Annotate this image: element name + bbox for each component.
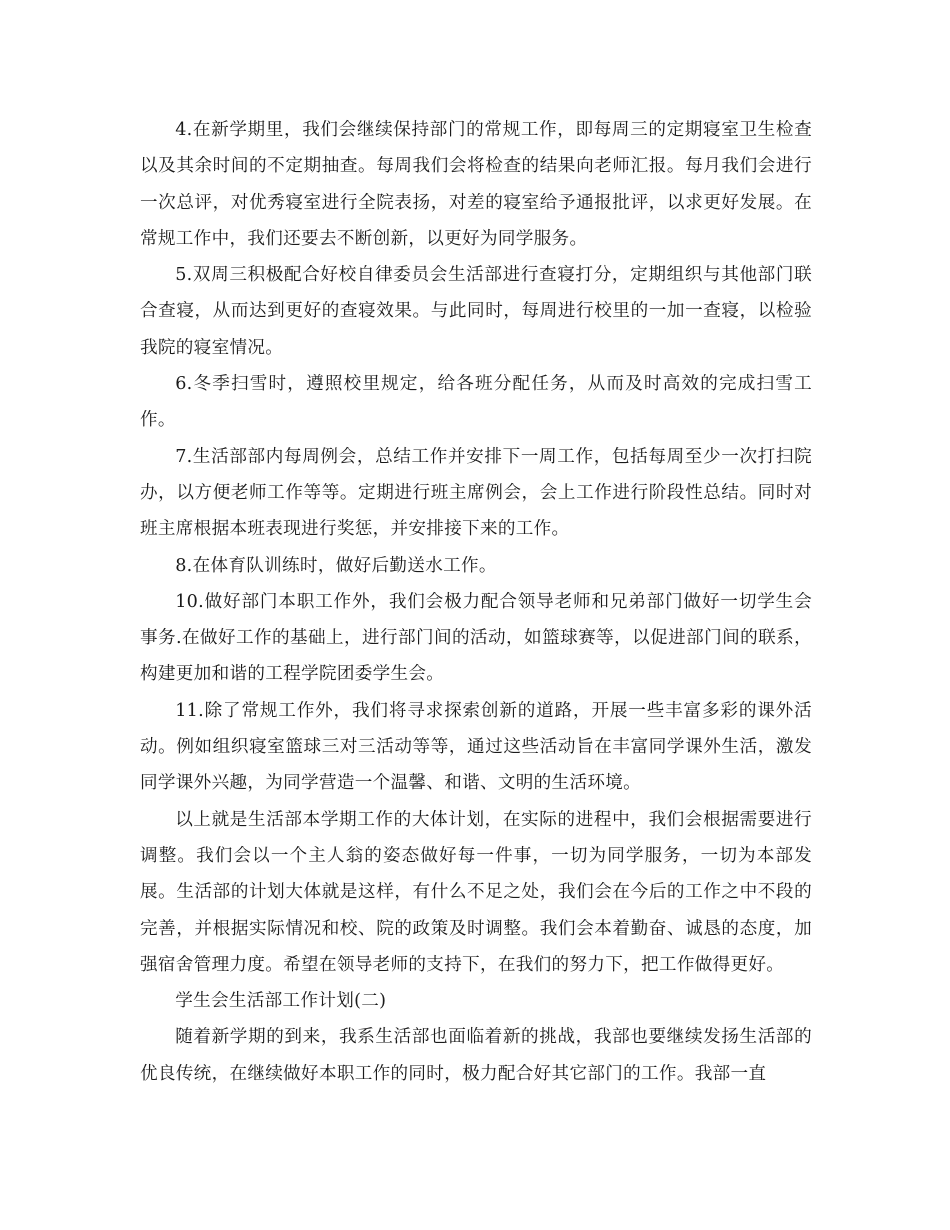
paragraph-intro: 随着新学期的到来，我系生活部也面临着新的挑战，我部也要继续发扬生活部的优良传统，在继续做好本职工作的同时，极力配合好其它部门的工作。我部一直	[140, 1027, 812, 1084]
paragraph-item-7: 7.生活部部内每周例会，总结工作并安排下一周工作，包括每周至少一次打扫院办，以方便老师工作等等。定期进行班主席例会，会上工作进行阶段性总结。同时对班主席根据本班表现进行奖惩，并安排接下来的工作。	[140, 446, 812, 540]
paragraph-item-11: 11.除了常规工作外，我们将寻求探索创新的道路，开展一些丰富多彩的课外活动。例如组织寝室篮球三对三活动等等，通过这些活动旨在丰富同学课外生活，激发同学课外兴趣，为同学营造一个温馨、和谐、文明的生活环境。	[140, 700, 812, 794]
paragraph-item-4: 4.在新学期里，我们会继续保持部门的常规工作，即每周三的定期寝室卫生检查以及其余时间的不定期抽查。每周我们会将检查的结果向老师汇报。每月我们会进行一次总评，对优秀寝室进行全院表扬，对差的寝室给予通报批评，以求更好发展。在常规工作中，我们还要去不断创新，以更好为同学服务。	[140, 120, 812, 249]
paragraph-item-5: 5.双周三积极配合好校自律委员会生活部进行查寝打分，定期组织与其他部门联合查寝，从而达到更好的查寝效果。与此同时，每周进行校里的一加一查寝，以检验我院的寝室情况。	[140, 265, 812, 358]
section-heading: 学生会生活部工作计划(二)	[175, 991, 387, 1012]
paragraph-item-8: 8.在体育队训练时，做好后勤送水工作。	[175, 555, 497, 576]
paragraph-item-6: 6.冬季扫雪时，遵照校里规定，给各班分配任务，从而及时高效的完成扫雪工作。	[140, 374, 812, 431]
paragraph-summary: 以上就是生活部本学期工作的大体计划，在实际的进程中，我们会根据需要进行调整。我们会以一个主人翁的姿态做好每一件事，一切为同学服务，一切为本部发展。生活部的计划大体就是这样，有什么不足之处，我们会在今后的工作之中不段的完善，并根据实际情况和校、院的政策及时调整。我们会本着勤奋、诚恳的态度，加强宿舍管理力度。希望在领导老师的支持下，在我们的努力下，把工作做得更好。	[140, 809, 812, 975]
document-body	[140, 112, 812, 1092]
paragraph-item-10: 10.做好部门本职工作外，我们会极力配合领导老师和兄弟部门做好一切学生会事务.在做好工作的基础上，进行部门间的活动，如篮球赛等，以促进部门间的联系，构建更加和谐的工程学院团委学生会。	[140, 591, 812, 685]
